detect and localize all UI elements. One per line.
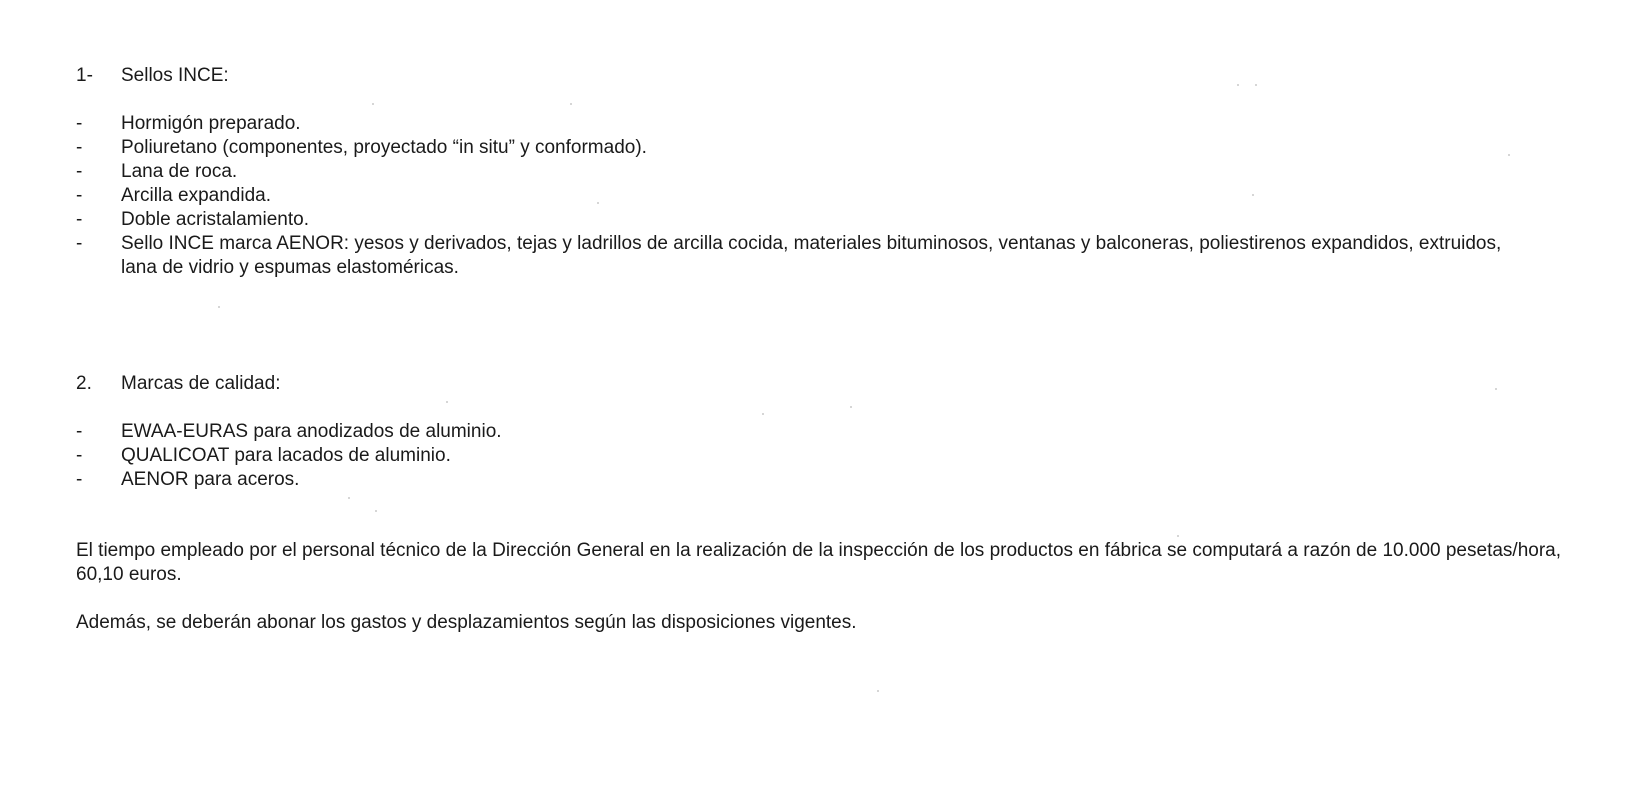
section1-list — [76, 112, 1506, 280]
list-item-text: Poliuretano (componentes, proyectado “in situ” y conformado). — [121, 137, 647, 158]
scan-speck — [877, 690, 879, 692]
scan-speck — [762, 413, 764, 415]
list-item — [76, 232, 1506, 280]
list-item — [76, 468, 1506, 492]
scan-speck — [1508, 154, 1510, 156]
list-item-text: Sello INCE marca AENOR: yesos y derivados, tejas y ladrillos de arcilla cocida, materiales bituminosos, ventanas y balconeras, poliestirenos expandidos, extruidos, lana de vidrio y espumas elastoméricas. — [121, 233, 1502, 278]
section1-heading — [76, 64, 229, 88]
list-dash: - — [76, 185, 83, 206]
scan-speck — [348, 497, 350, 499]
list-dash: - — [76, 421, 83, 442]
list-item — [76, 136, 1506, 160]
scan-speck — [372, 103, 374, 105]
section2-number: 2. — [76, 373, 92, 394]
list-item-text: QUALICOAT para lacados de aluminio. — [121, 445, 451, 466]
expenses-paragraph: Además, se deberán abonar los gastos y desplazamientos según las disposiciones vigentes. — [76, 612, 857, 633]
list-item — [76, 184, 1506, 208]
list-item-text: AENOR para aceros. — [121, 469, 300, 490]
list-item-text: Arcilla expandida. — [121, 185, 271, 206]
scan-speck — [375, 510, 377, 512]
list-item — [76, 420, 1506, 444]
list-item — [76, 160, 1506, 184]
scan-speck — [1252, 194, 1254, 196]
list-item — [76, 208, 1506, 232]
section2-heading — [76, 372, 280, 396]
scan-speck — [570, 103, 572, 105]
list-dash: - — [76, 209, 83, 230]
list-dash: - — [76, 469, 83, 490]
list-dash: - — [76, 137, 83, 158]
list-item-text: Hormigón preparado. — [121, 113, 301, 134]
section2-list — [76, 420, 1506, 492]
list-item — [76, 444, 1506, 468]
list-dash: - — [76, 445, 83, 466]
scan-speck — [218, 306, 220, 308]
scan-speck — [1255, 84, 1257, 86]
list-dash: - — [76, 161, 83, 182]
list-item-text: EWAA-EURAS para anodizados de aluminio. — [121, 421, 502, 442]
section1-number: 1- — [76, 65, 93, 86]
list-item — [76, 112, 1506, 136]
list-dash: - — [76, 233, 83, 254]
fee-paragraph: El tiempo empleado por el personal técnico de la Dirección General en la realización de la inspección de los productos en fábrica se computará a razón de 10.000 pesetas/hora, 60,10 euros. — [76, 540, 1561, 585]
scan-speck — [1495, 388, 1497, 390]
section2-title: Marcas de calidad: — [121, 373, 281, 394]
scan-speck — [1177, 535, 1179, 537]
list-item-text: Lana de roca. — [121, 161, 238, 182]
section1-title: Sellos INCE: — [121, 65, 229, 86]
scan-speck — [1237, 84, 1239, 86]
scan-speck — [597, 202, 599, 204]
scan-speck — [446, 401, 448, 403]
list-item-text: Doble acristalamiento. — [121, 209, 309, 230]
list-dash: - — [76, 113, 83, 134]
scan-speck — [850, 406, 852, 408]
